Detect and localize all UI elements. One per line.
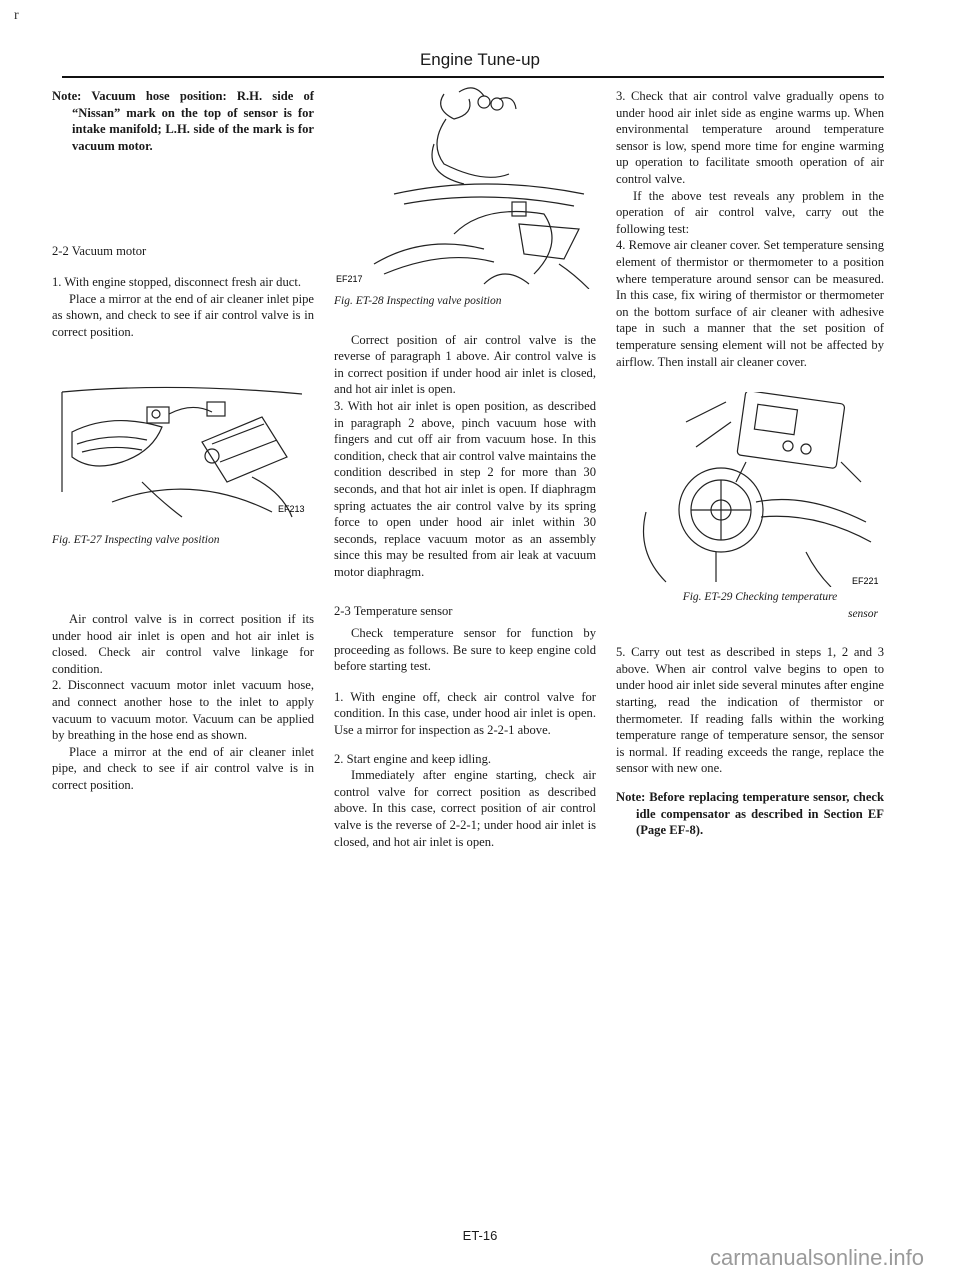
figure-et-28 xyxy=(334,84,596,289)
paragraph: 1. With engine stopped, disconnect fresh air duct. xyxy=(52,274,301,289)
thermometer-sensor-illustration xyxy=(616,392,884,587)
paragraph: 3. With hot air inlet is open position, as described in paragraph 2 above, pinch vacuum hose with fingers and cut off air from vacuum hose. In this condition, check that air control valve maintains the condition described in step 2 for more than 30 seconds, and that hot air inlet is open. If diaphragm spring actuates the air control valve by its spring force to open under hood air inlet within 30 seconds, replace vacuum motor as an assembly since this may be resulted from air leak at vacuum motor diaphragm. xyxy=(334,398,596,579)
column-left xyxy=(52,82,314,793)
figure-et-27 xyxy=(52,372,314,522)
column-right xyxy=(616,82,884,839)
paragraph: 2. Start engine and keep idling. xyxy=(334,751,492,766)
air-cleaner-mirror-illustration xyxy=(52,372,314,522)
paragraph: 5. Carry out test as described in steps 1, 2 and 3 above. When air control valve begins to open to under hood air inlet side several minutes after engine starting, read the indication of thermistor or thermometer. If reading falls within the working temperature range of temperature sensor, the sensor is normal. If reading exceeds the range, replace the sensor with new one. xyxy=(616,645,884,776)
figure-et-29 xyxy=(616,392,884,587)
vacuum-hose-note: Note: Vacuum hose position: R.H. side of “Nissan” mark on the top of sensor is for intake manifold; L.H. side of the mark is for vacuum motor. xyxy=(52,89,314,153)
figure-code: EF217 xyxy=(336,274,363,284)
hose-pinch-illustration xyxy=(334,84,596,289)
paragraph: Place a mirror at the end of air cleaner inlet pipe as shown, and check to see if air control valve is in correct position. xyxy=(52,291,314,339)
paragraph: 4. Remove air cleaner cover. Set temperature sensing element of thermistor or thermometer to a position where temperature around sensor can be measured. In this case, fix wiring of thermistor or thermometer on the bottom surface of air cleaner with adhesive tape in such a manner that the set position of temperature sensing element will not be affected by airflow. Then install air cleaner cover. xyxy=(616,238,884,369)
corner-mark: r xyxy=(14,8,19,23)
paragraph: 1. With engine off, check air control valve for condition. In this case, under hood air inlet is open. Use a mirror for inspection as 2-2-1 above. xyxy=(334,689,596,738)
section-2-3-heading: 2-3 Temperature sensor xyxy=(334,603,453,618)
header-rule xyxy=(62,76,884,78)
figure-code: EF213 xyxy=(278,504,305,515)
figure-caption-continued: sensor xyxy=(847,607,878,620)
column-middle xyxy=(334,82,596,850)
section-2-2-heading: 2-2 Vacuum motor xyxy=(52,244,147,259)
paragraph: Correct position of air control valve is the reverse of paragraph 1 above. Air control valve is in correct position if under hood air inlet is closed, and hot air inlet is open. xyxy=(334,332,596,397)
paragraph: Check temperature sensor for function by proceeding as follows. Be sure to keep engine cold before starting test. xyxy=(334,626,596,674)
paragraph: Place a mirror at the end of air cleaner inlet pipe, and check to see if air control valve is in correct position. xyxy=(52,744,314,792)
paragraph: Immediately after engine starting, check air control valve for correct position as described above. In this case, correct position of air control valve is the reverse of 2-2-1; under hood air inlet is closed, and hot air inlet is open. xyxy=(334,768,596,849)
figure-code: EF221 xyxy=(852,576,879,587)
page-title: Engine Tune-up xyxy=(419,50,541,69)
page-number: ET-16 xyxy=(462,1228,498,1243)
paragraph: If the above test reveals any problem in the operation of air control valve, carry out the following test: xyxy=(616,188,884,236)
replacement-note: Note: Before replacing temperature sensor, check idle compensator as described in Section EF (Page EF-8). xyxy=(616,790,884,838)
watermark: carmanualsonline.info xyxy=(709,1245,924,1270)
paragraph: 2. Disconnect vacuum motor inlet vacuum hose, and connect another hose to the inlet to apply vacuum to vacuum motor. Vacuum can be applied by breathing in the hose end as shown. xyxy=(52,678,314,743)
figure-caption: Fig. ET-28 Inspecting valve position xyxy=(334,295,502,307)
figure-caption: Fig. ET-29 Checking temperature xyxy=(682,591,838,604)
paragraph: 3. Check that air control valve gradually opens to under hood air inlet side as engine warms up. When environmental temperature around temperature sensor is low, spend more time for engine warming up operation to facilitate smooth operation of air control valve. xyxy=(616,89,884,186)
paragraph: Air control valve is in correct position if its under hood air inlet is open and hot air inlet is closed. Check air control valve linkage for condition. xyxy=(52,611,314,676)
figure-caption: Fig. ET-27 Inspecting valve position xyxy=(52,534,220,547)
